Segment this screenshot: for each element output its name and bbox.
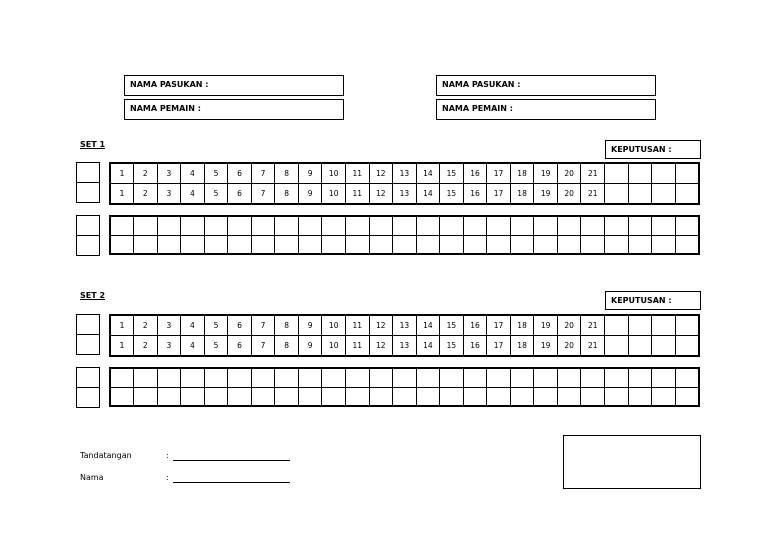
score-point-cell[interactable]: 15: [440, 315, 464, 336]
score-point-cell[interactable]: 11: [345, 315, 369, 336]
score-point-cell[interactable]: 9: [298, 315, 322, 336]
tally-cell[interactable]: [110, 368, 134, 387]
tally-cell[interactable]: [604, 216, 628, 235]
tally-cell[interactable]: [652, 368, 676, 387]
score-blank-cell[interactable]: [628, 336, 652, 357]
score-point-cell[interactable]: 2: [134, 315, 158, 336]
right-player-name-field[interactable]: [436, 99, 656, 120]
tally-cell[interactable]: [134, 235, 158, 254]
score-blank-cell[interactable]: [628, 163, 652, 184]
tally-cell[interactable]: [463, 368, 487, 387]
score-blank-cell[interactable]: [604, 163, 628, 184]
score-blank-cell[interactable]: [628, 315, 652, 336]
tally-row: [110, 216, 699, 235]
score-point-cell[interactable]: 17: [487, 336, 511, 357]
score-point-cell[interactable]: 5: [204, 315, 228, 336]
tally-cell[interactable]: [463, 235, 487, 254]
tally-cell[interactable]: [487, 216, 511, 235]
tally-cell[interactable]: [181, 216, 205, 235]
tally-cell[interactable]: [487, 387, 511, 406]
tally-cell[interactable]: [416, 387, 440, 406]
tally-cell[interactable]: [440, 387, 464, 406]
score-point-cell[interactable]: 11: [345, 336, 369, 357]
tally-cell[interactable]: [369, 235, 393, 254]
tally-cell[interactable]: [675, 387, 699, 406]
score-point-cell[interactable]: 21: [581, 163, 605, 184]
score-point-cell[interactable]: 13: [393, 163, 417, 184]
signature-label: Tandatangan: [80, 451, 132, 460]
set-2-decision-field[interactable]: [605, 291, 701, 310]
tally-cell[interactable]: [345, 235, 369, 254]
score-blank-cell[interactable]: [628, 184, 652, 205]
set-1-decision-label: KEPUTUSAN :: [611, 145, 672, 154]
tally-cell[interactable]: [581, 387, 605, 406]
tally-cell[interactable]: [440, 368, 464, 387]
tally-cell[interactable]: [322, 368, 346, 387]
tally-cell[interactable]: [157, 387, 181, 406]
tally-cell[interactable]: [110, 235, 134, 254]
tally-cell[interactable]: [440, 235, 464, 254]
right-team-name-field[interactable]: [436, 75, 656, 96]
signature-colon: :: [166, 451, 169, 460]
score-point-cell[interactable]: 6: [228, 315, 252, 336]
score-point-cell[interactable]: 9: [298, 184, 322, 205]
set-1-server-box-bottom[interactable]: [76, 182, 100, 203]
tally-cell[interactable]: [204, 368, 228, 387]
tally-cell[interactable]: [581, 235, 605, 254]
score-point-cell[interactable]: 4: [181, 315, 205, 336]
score-point-cell[interactable]: 3: [157, 163, 181, 184]
score-point-cell[interactable]: 10: [322, 184, 346, 205]
score-row: [110, 163, 699, 184]
set-2-decision-label: KEPUTUSAN :: [611, 296, 672, 305]
score-point-cell[interactable]: 14: [416, 163, 440, 184]
score-point-cell[interactable]: 18: [510, 336, 534, 357]
tally-cell[interactable]: [557, 368, 581, 387]
tally-cell[interactable]: [416, 368, 440, 387]
left-player-name-field[interactable]: [124, 99, 344, 120]
score-point-cell[interactable]: 8: [275, 315, 299, 336]
score-point-cell[interactable]: 8: [275, 336, 299, 357]
tally-cell[interactable]: [251, 216, 275, 235]
tally-cell[interactable]: [652, 235, 676, 254]
right-player-label: NAMA PEMAIN :: [442, 104, 513, 113]
score-point-cell[interactable]: 2: [134, 184, 158, 205]
tally-cell[interactable]: [134, 216, 158, 235]
right-team-label: NAMA PASUKAN :: [442, 80, 521, 89]
left-team-label: NAMA PASUKAN :: [130, 80, 209, 89]
set-2-tally-grid: [109, 367, 700, 407]
score-point-cell[interactable]: 14: [416, 315, 440, 336]
score-point-cell[interactable]: 21: [581, 315, 605, 336]
tally-cell[interactable]: [110, 216, 134, 235]
score-point-cell[interactable]: 21: [581, 336, 605, 357]
score-blank-cell[interactable]: [604, 184, 628, 205]
tally-cell[interactable]: [393, 387, 417, 406]
tally-cell[interactable]: [534, 368, 558, 387]
tally-cell[interactable]: [157, 235, 181, 254]
score-blank-cell[interactable]: [675, 163, 699, 184]
tally-cell[interactable]: [393, 216, 417, 235]
tally-cell[interactable]: [275, 368, 299, 387]
score-point-cell[interactable]: 15: [440, 336, 464, 357]
tally-cell[interactable]: [275, 235, 299, 254]
score-point-cell[interactable]: 16: [463, 184, 487, 205]
score-point-cell[interactable]: 16: [463, 163, 487, 184]
tally-cell[interactable]: [298, 368, 322, 387]
tally-cell[interactable]: [628, 216, 652, 235]
tally-cell[interactable]: [534, 387, 558, 406]
set-2-server-box-bottom[interactable]: [76, 334, 100, 355]
score-point-cell[interactable]: 6: [228, 184, 252, 205]
set-2-server-box-top[interactable]: [76, 314, 100, 335]
score-point-cell[interactable]: 2: [134, 336, 158, 357]
set-2-score-grid: [109, 314, 700, 357]
tally-cell[interactable]: [275, 387, 299, 406]
tally-cell[interactable]: [510, 216, 534, 235]
score-blank-cell[interactable]: [652, 315, 676, 336]
tally-cell[interactable]: [557, 216, 581, 235]
left-team-name-field[interactable]: [124, 75, 344, 96]
score-point-cell[interactable]: 17: [487, 163, 511, 184]
score-point-cell[interactable]: 1: [110, 184, 134, 205]
tally-cell[interactable]: [510, 235, 534, 254]
score-point-cell[interactable]: 11: [345, 163, 369, 184]
score-point-cell[interactable]: 8: [275, 163, 299, 184]
tally-cell[interactable]: [675, 216, 699, 235]
score-point-cell[interactable]: 3: [157, 184, 181, 205]
score-point-cell[interactable]: 9: [298, 163, 322, 184]
left-player-label: NAMA PEMAIN :: [130, 104, 201, 113]
score-point-cell[interactable]: 13: [393, 184, 417, 205]
set-1-decision-field[interactable]: [605, 140, 701, 159]
score-point-cell[interactable]: 16: [463, 336, 487, 357]
tally-cell[interactable]: [298, 235, 322, 254]
tally-cell[interactable]: [416, 235, 440, 254]
tally-cell[interactable]: [298, 387, 322, 406]
score-point-cell[interactable]: 12: [369, 163, 393, 184]
tally-cell[interactable]: [251, 235, 275, 254]
score-point-cell[interactable]: 3: [157, 336, 181, 357]
score-point-cell[interactable]: 6: [228, 163, 252, 184]
tally-cell[interactable]: [487, 368, 511, 387]
tally-cell[interactable]: [416, 216, 440, 235]
score-point-cell[interactable]: 11: [345, 184, 369, 205]
score-point-cell[interactable]: 10: [322, 336, 346, 357]
tally-cell[interactable]: [487, 235, 511, 254]
score-point-cell[interactable]: 14: [416, 184, 440, 205]
score-point-cell[interactable]: 12: [369, 184, 393, 205]
tally-row: [110, 368, 699, 387]
tally-cell[interactable]: [604, 235, 628, 254]
score-blank-cell[interactable]: [652, 184, 676, 205]
name-line[interactable]: [173, 482, 290, 483]
score-blank-cell[interactable]: [675, 336, 699, 357]
score-blank-cell[interactable]: [604, 315, 628, 336]
tally-cell[interactable]: [298, 216, 322, 235]
tally-cell[interactable]: [393, 368, 417, 387]
score-point-cell[interactable]: 9: [298, 336, 322, 357]
score-point-cell[interactable]: 4: [181, 163, 205, 184]
score-point-cell[interactable]: 7: [251, 163, 275, 184]
tally-cell[interactable]: [228, 216, 252, 235]
tally-cell[interactable]: [557, 387, 581, 406]
set-1-server-box-top[interactable]: [76, 162, 100, 183]
tally-cell[interactable]: [393, 235, 417, 254]
score-point-cell[interactable]: 7: [251, 336, 275, 357]
score-point-cell[interactable]: 12: [369, 315, 393, 336]
tally-cell[interactable]: [604, 368, 628, 387]
tally-cell[interactable]: [440, 216, 464, 235]
name-label: Nama: [80, 473, 104, 482]
tally-cell[interactable]: [345, 387, 369, 406]
score-point-cell[interactable]: 10: [322, 315, 346, 336]
score-point-cell[interactable]: 19: [534, 184, 558, 205]
set-1-tally-box-top[interactable]: [76, 215, 100, 236]
score-point-cell[interactable]: 21: [581, 184, 605, 205]
tally-cell[interactable]: [652, 216, 676, 235]
score-point-cell[interactable]: 7: [251, 184, 275, 205]
score-point-cell[interactable]: 4: [181, 336, 205, 357]
tally-cell[interactable]: [134, 368, 158, 387]
tally-cell[interactable]: [181, 387, 205, 406]
tally-cell[interactable]: [181, 368, 205, 387]
tally-cell[interactable]: [534, 235, 558, 254]
score-point-cell[interactable]: 20: [557, 184, 581, 205]
tally-cell[interactable]: [157, 368, 181, 387]
tally-cell[interactable]: [204, 387, 228, 406]
score-point-cell[interactable]: 13: [393, 336, 417, 357]
score-point-cell[interactable]: 6: [228, 336, 252, 357]
set-2-title: SET 2: [80, 291, 106, 300]
score-point-cell[interactable]: 3: [157, 315, 181, 336]
tally-cell[interactable]: [251, 368, 275, 387]
signature-line[interactable]: [173, 460, 290, 461]
set-1-title: SET 1: [80, 140, 106, 149]
score-point-cell[interactable]: 5: [204, 336, 228, 357]
score-point-cell[interactable]: 5: [204, 163, 228, 184]
tally-cell[interactable]: [557, 235, 581, 254]
set-2-tally-box-bottom[interactable]: [76, 387, 100, 408]
tally-cell[interactable]: [369, 368, 393, 387]
set-1-tally-box-bottom[interactable]: [76, 235, 100, 256]
score-blank-cell[interactable]: [604, 336, 628, 357]
tally-cell[interactable]: [628, 235, 652, 254]
tally-cell[interactable]: [510, 368, 534, 387]
set-2-tally-box-top[interactable]: [76, 367, 100, 388]
tally-cell[interactable]: [604, 387, 628, 406]
score-point-cell[interactable]: 2: [134, 163, 158, 184]
score-point-cell[interactable]: 12: [369, 336, 393, 357]
tally-cell[interactable]: [628, 368, 652, 387]
tally-cell[interactable]: [157, 216, 181, 235]
tally-cell[interactable]: [110, 387, 134, 406]
tally-cell[interactable]: [251, 387, 275, 406]
score-row: [110, 184, 699, 205]
score-point-cell[interactable]: 18: [510, 163, 534, 184]
tally-cell[interactable]: [275, 216, 299, 235]
tally-cell[interactable]: [322, 216, 346, 235]
tally-cell[interactable]: [534, 216, 558, 235]
tally-cell[interactable]: [675, 235, 699, 254]
tally-cell[interactable]: [228, 235, 252, 254]
score-point-cell[interactable]: 18: [510, 184, 534, 205]
score-point-cell[interactable]: 17: [487, 315, 511, 336]
score-point-cell[interactable]: 5: [204, 184, 228, 205]
score-point-cell[interactable]: 19: [534, 163, 558, 184]
tally-cell[interactable]: [463, 216, 487, 235]
score-row: [110, 315, 699, 336]
score-point-cell[interactable]: 13: [393, 315, 417, 336]
score-point-cell[interactable]: 7: [251, 315, 275, 336]
score-point-cell[interactable]: 8: [275, 184, 299, 205]
tally-cell[interactable]: [581, 368, 605, 387]
tally-cell[interactable]: [463, 387, 487, 406]
tally-row: [110, 235, 699, 254]
score-blank-cell[interactable]: [652, 336, 676, 357]
score-point-cell[interactable]: 1: [110, 336, 134, 357]
tally-cell[interactable]: [628, 387, 652, 406]
score-point-cell[interactable]: 1: [110, 163, 134, 184]
tally-cell[interactable]: [322, 235, 346, 254]
score-point-cell[interactable]: 15: [440, 163, 464, 184]
tally-cell[interactable]: [581, 216, 605, 235]
score-point-cell[interactable]: 18: [510, 315, 534, 336]
score-point-cell[interactable]: 19: [534, 336, 558, 357]
score-point-cell[interactable]: 20: [557, 315, 581, 336]
score-blank-cell[interactable]: [652, 163, 676, 184]
score-blank-cell[interactable]: [675, 315, 699, 336]
tally-cell[interactable]: [204, 235, 228, 254]
score-point-cell[interactable]: 1: [110, 315, 134, 336]
score-point-cell[interactable]: 20: [557, 336, 581, 357]
tally-cell[interactable]: [345, 216, 369, 235]
score-blank-cell[interactable]: [675, 184, 699, 205]
score-point-cell[interactable]: 14: [416, 336, 440, 357]
stamp-box[interactable]: [563, 435, 701, 489]
score-point-cell[interactable]: 10: [322, 163, 346, 184]
tally-cell[interactable]: [228, 387, 252, 406]
name-colon: :: [166, 473, 169, 482]
score-point-cell[interactable]: 15: [440, 184, 464, 205]
tally-cell[interactable]: [369, 216, 393, 235]
score-point-cell[interactable]: 17: [487, 184, 511, 205]
tally-cell[interactable]: [675, 368, 699, 387]
tally-cell[interactable]: [345, 368, 369, 387]
tally-cell[interactable]: [652, 387, 676, 406]
tally-cell[interactable]: [134, 387, 158, 406]
score-point-cell[interactable]: 4: [181, 184, 205, 205]
score-point-cell[interactable]: 19: [534, 315, 558, 336]
tally-row: [110, 387, 699, 406]
score-point-cell[interactable]: 16: [463, 315, 487, 336]
tally-cell[interactable]: [510, 387, 534, 406]
tally-cell[interactable]: [322, 387, 346, 406]
tally-cell[interactable]: [204, 216, 228, 235]
tally-cell[interactable]: [228, 368, 252, 387]
score-row: [110, 336, 699, 357]
set-1-score-grid: [109, 162, 700, 205]
tally-cell[interactable]: [369, 387, 393, 406]
set-1-tally-grid: [109, 215, 700, 255]
score-point-cell[interactable]: 20: [557, 163, 581, 184]
tally-cell[interactable]: [181, 235, 205, 254]
